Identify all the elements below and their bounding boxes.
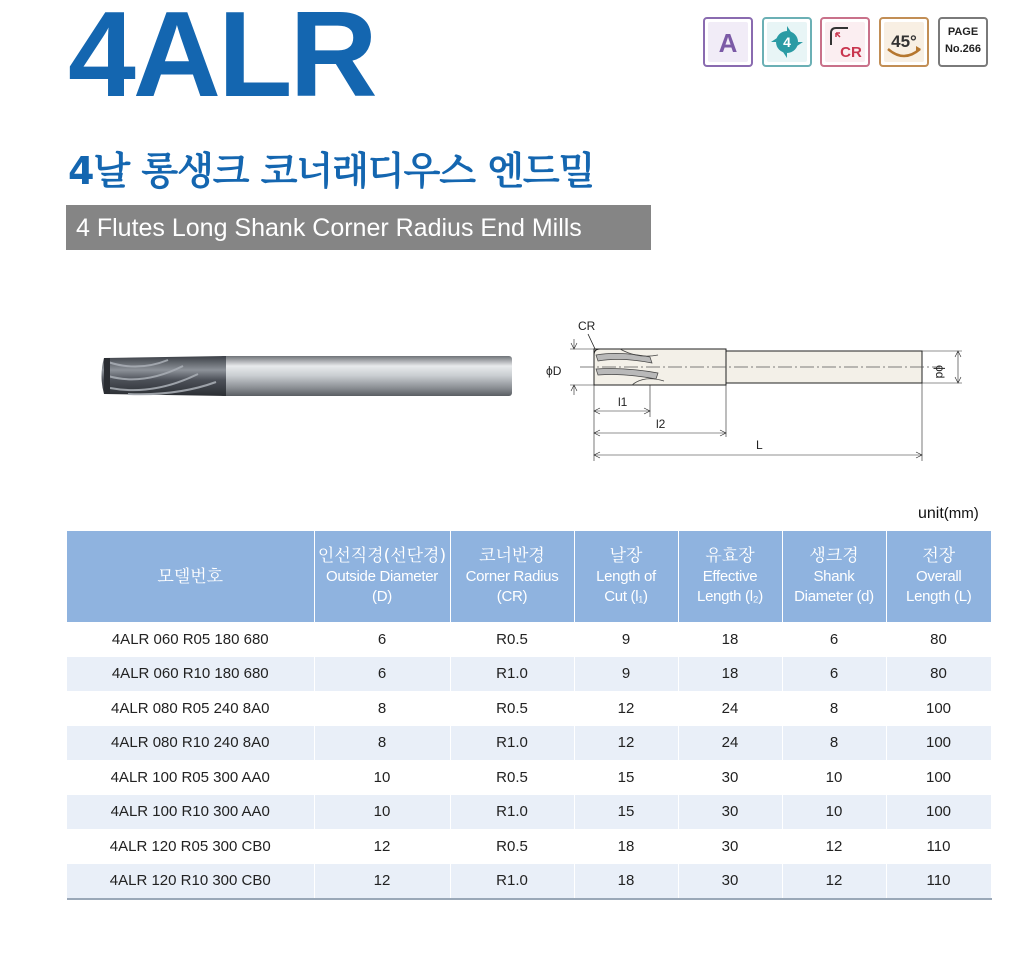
cell-diameter: 12: [314, 829, 450, 864]
cell-overall-length: 110: [886, 864, 991, 900]
table-row: [67, 622, 991, 657]
col-corner-radius: [450, 531, 574, 622]
col-od-en2: (D): [372, 588, 392, 605]
drawing-L-label: L: [756, 438, 763, 452]
cell-diameter: 8: [314, 726, 450, 761]
cell-shank-diameter: 12: [782, 864, 886, 900]
cell-length-of-cut: 15: [574, 795, 678, 830]
col-ol-en1: Overall: [916, 568, 962, 585]
cell-shank-diameter: 10: [782, 760, 886, 795]
page-reference-badge: [938, 17, 988, 67]
helix-label: 45°: [891, 32, 917, 51]
cell-length-of-cut: 12: [574, 691, 678, 726]
page-number: No.266: [944, 43, 982, 55]
table-row: [67, 760, 991, 795]
cell-shank-diameter: 6: [782, 622, 886, 657]
helix-angle-icon: [881, 19, 927, 65]
col-el-en2: Length (l₂): [697, 588, 763, 605]
cell-length-of-cut: 18: [574, 864, 678, 900]
drawing-phi-d-label: ϕd: [933, 365, 947, 379]
flutes-label: 4: [783, 34, 791, 50]
cell-overall-length: 100: [886, 726, 991, 761]
four-flute-badge: [762, 17, 812, 67]
col-cr-en2: (CR): [496, 588, 528, 605]
cell-model: 4ALR 080 R10 240 8A0: [67, 726, 314, 761]
col-el-en1: Effective: [702, 568, 758, 585]
cell-effective-length: 30: [678, 795, 782, 830]
coating-a-badge: [703, 17, 753, 67]
cell-corner-radius: R0.5: [450, 622, 574, 657]
dimension-drawing: [540, 315, 970, 465]
cell-effective-length: 18: [678, 657, 782, 692]
table-row: [67, 657, 991, 692]
korean-title: 4날 롱생크 코너래디우스 엔드밀: [68, 149, 595, 193]
cell-overall-length: 100: [886, 691, 991, 726]
corner-radius-badge: [820, 17, 870, 67]
col-ol-en2: Length (L): [906, 588, 972, 605]
cell-model: 4ALR 060 R05 180 680: [67, 622, 314, 657]
drawing-cr-label: CR: [578, 319, 596, 333]
col-sd-kr: 생크경: [809, 546, 859, 566]
col-ol-kr: 전장: [922, 546, 956, 566]
cell-overall-length: 110: [886, 829, 991, 864]
cell-corner-radius: R0.5: [450, 760, 574, 795]
cell-shank-diameter: 10: [782, 795, 886, 830]
page-label: PAGE: [947, 26, 979, 38]
col-od-en1: Outside Diameter: [326, 568, 438, 585]
unit-label: [918, 505, 979, 523]
table-row: [67, 726, 991, 761]
cell-length-of-cut: 9: [574, 622, 678, 657]
helix-angle-badge: [879, 17, 929, 67]
cell-diameter: 10: [314, 760, 450, 795]
cell-length-of-cut: 18: [574, 829, 678, 864]
corner-radius-icon: [822, 19, 868, 65]
cell-effective-length: 24: [678, 691, 782, 726]
cell-length-of-cut: 15: [574, 760, 678, 795]
english-title-bar: [66, 205, 651, 250]
cell-model: 4ALR 120 R10 300 CB0: [67, 864, 314, 900]
col-loc-en1: Length of: [596, 568, 656, 585]
cell-effective-length: 30: [678, 760, 782, 795]
cell-length-of-cut: 9: [574, 657, 678, 692]
cell-corner-radius: R0.5: [450, 691, 574, 726]
cell-length-of-cut: 12: [574, 726, 678, 761]
cell-diameter: 8: [314, 691, 450, 726]
cell-shank-diameter: 6: [782, 657, 886, 692]
cell-model: 4ALR 120 R05 300 CB0: [67, 829, 314, 864]
col-cr-en1: Corner Radius: [465, 568, 559, 585]
table-row: [67, 864, 991, 900]
cell-diameter: 12: [314, 864, 450, 900]
cell-overall-length: 80: [886, 657, 991, 692]
col-sd-en2: Diameter (d): [794, 588, 874, 605]
cell-corner-radius: R1.0: [450, 795, 574, 830]
cell-model: 4ALR 100 R05 300 AA0: [67, 760, 314, 795]
cell-overall-length: 100: [886, 760, 991, 795]
col-loc-en2: Cut (l₁): [604, 588, 648, 605]
col-outside-diameter: [314, 531, 450, 622]
col-loc-kr: 날장: [609, 546, 643, 566]
col-overall-length: [886, 531, 991, 622]
four-flute-icon: [764, 19, 810, 65]
model-title: 4ALR: [68, 0, 375, 122]
col-shank-diameter: [782, 531, 886, 622]
cell-shank-diameter: 8: [782, 726, 886, 761]
cutting-tip: [104, 358, 110, 394]
spec-table: [67, 531, 992, 900]
coating-a-label: A: [718, 28, 738, 58]
endmill-product-image: [98, 352, 518, 404]
col-od-kr: 인선직경(선단경): [317, 546, 447, 566]
col-el-kr: 유효장: [705, 546, 755, 566]
cell-model: 4ALR 100 R10 300 AA0: [67, 795, 314, 830]
cell-corner-radius: R1.0: [450, 657, 574, 692]
col-model: 모델번호: [67, 531, 314, 622]
unit-prefix: unit: [918, 505, 944, 522]
table-row: [67, 829, 991, 864]
cell-diameter: 6: [314, 657, 450, 692]
cell-effective-length: 24: [678, 726, 782, 761]
cell-shank-diameter: 8: [782, 691, 886, 726]
cell-diameter: 10: [314, 795, 450, 830]
drawing-l1-label: l1: [618, 395, 628, 409]
col-sd-en1: Shank: [813, 568, 855, 585]
col-effective-length: [678, 531, 782, 622]
cell-effective-length: 30: [678, 829, 782, 864]
cell-overall-length: 100: [886, 795, 991, 830]
table-header-row: [67, 531, 991, 622]
cell-overall-length: 80: [886, 622, 991, 657]
cell-diameter: 6: [314, 622, 450, 657]
cell-model: 4ALR 080 R05 240 8A0: [67, 691, 314, 726]
cell-shank-diameter: 12: [782, 829, 886, 864]
cell-effective-length: 18: [678, 622, 782, 657]
table-row: [67, 795, 991, 830]
table-row: [67, 691, 991, 726]
drawing-phi-D-label: ϕD: [546, 364, 562, 378]
cell-corner-radius: R1.0: [450, 726, 574, 761]
col-length-of-cut: [574, 531, 678, 622]
cell-corner-radius: R0.5: [450, 829, 574, 864]
english-title: 4 Flutes Long Shank Corner Radius End Mills: [76, 214, 582, 242]
cell-effective-length: 30: [678, 864, 782, 900]
shank-shape: [220, 356, 512, 396]
cell-corner-radius: R1.0: [450, 864, 574, 900]
drawing-l2-label: l2: [656, 417, 666, 431]
col-cr-kr: 코너반경: [479, 546, 545, 566]
cr-label: CR: [840, 44, 862, 61]
unit-value: (mm): [943, 505, 979, 522]
cell-model: 4ALR 060 R10 180 680: [67, 657, 314, 692]
